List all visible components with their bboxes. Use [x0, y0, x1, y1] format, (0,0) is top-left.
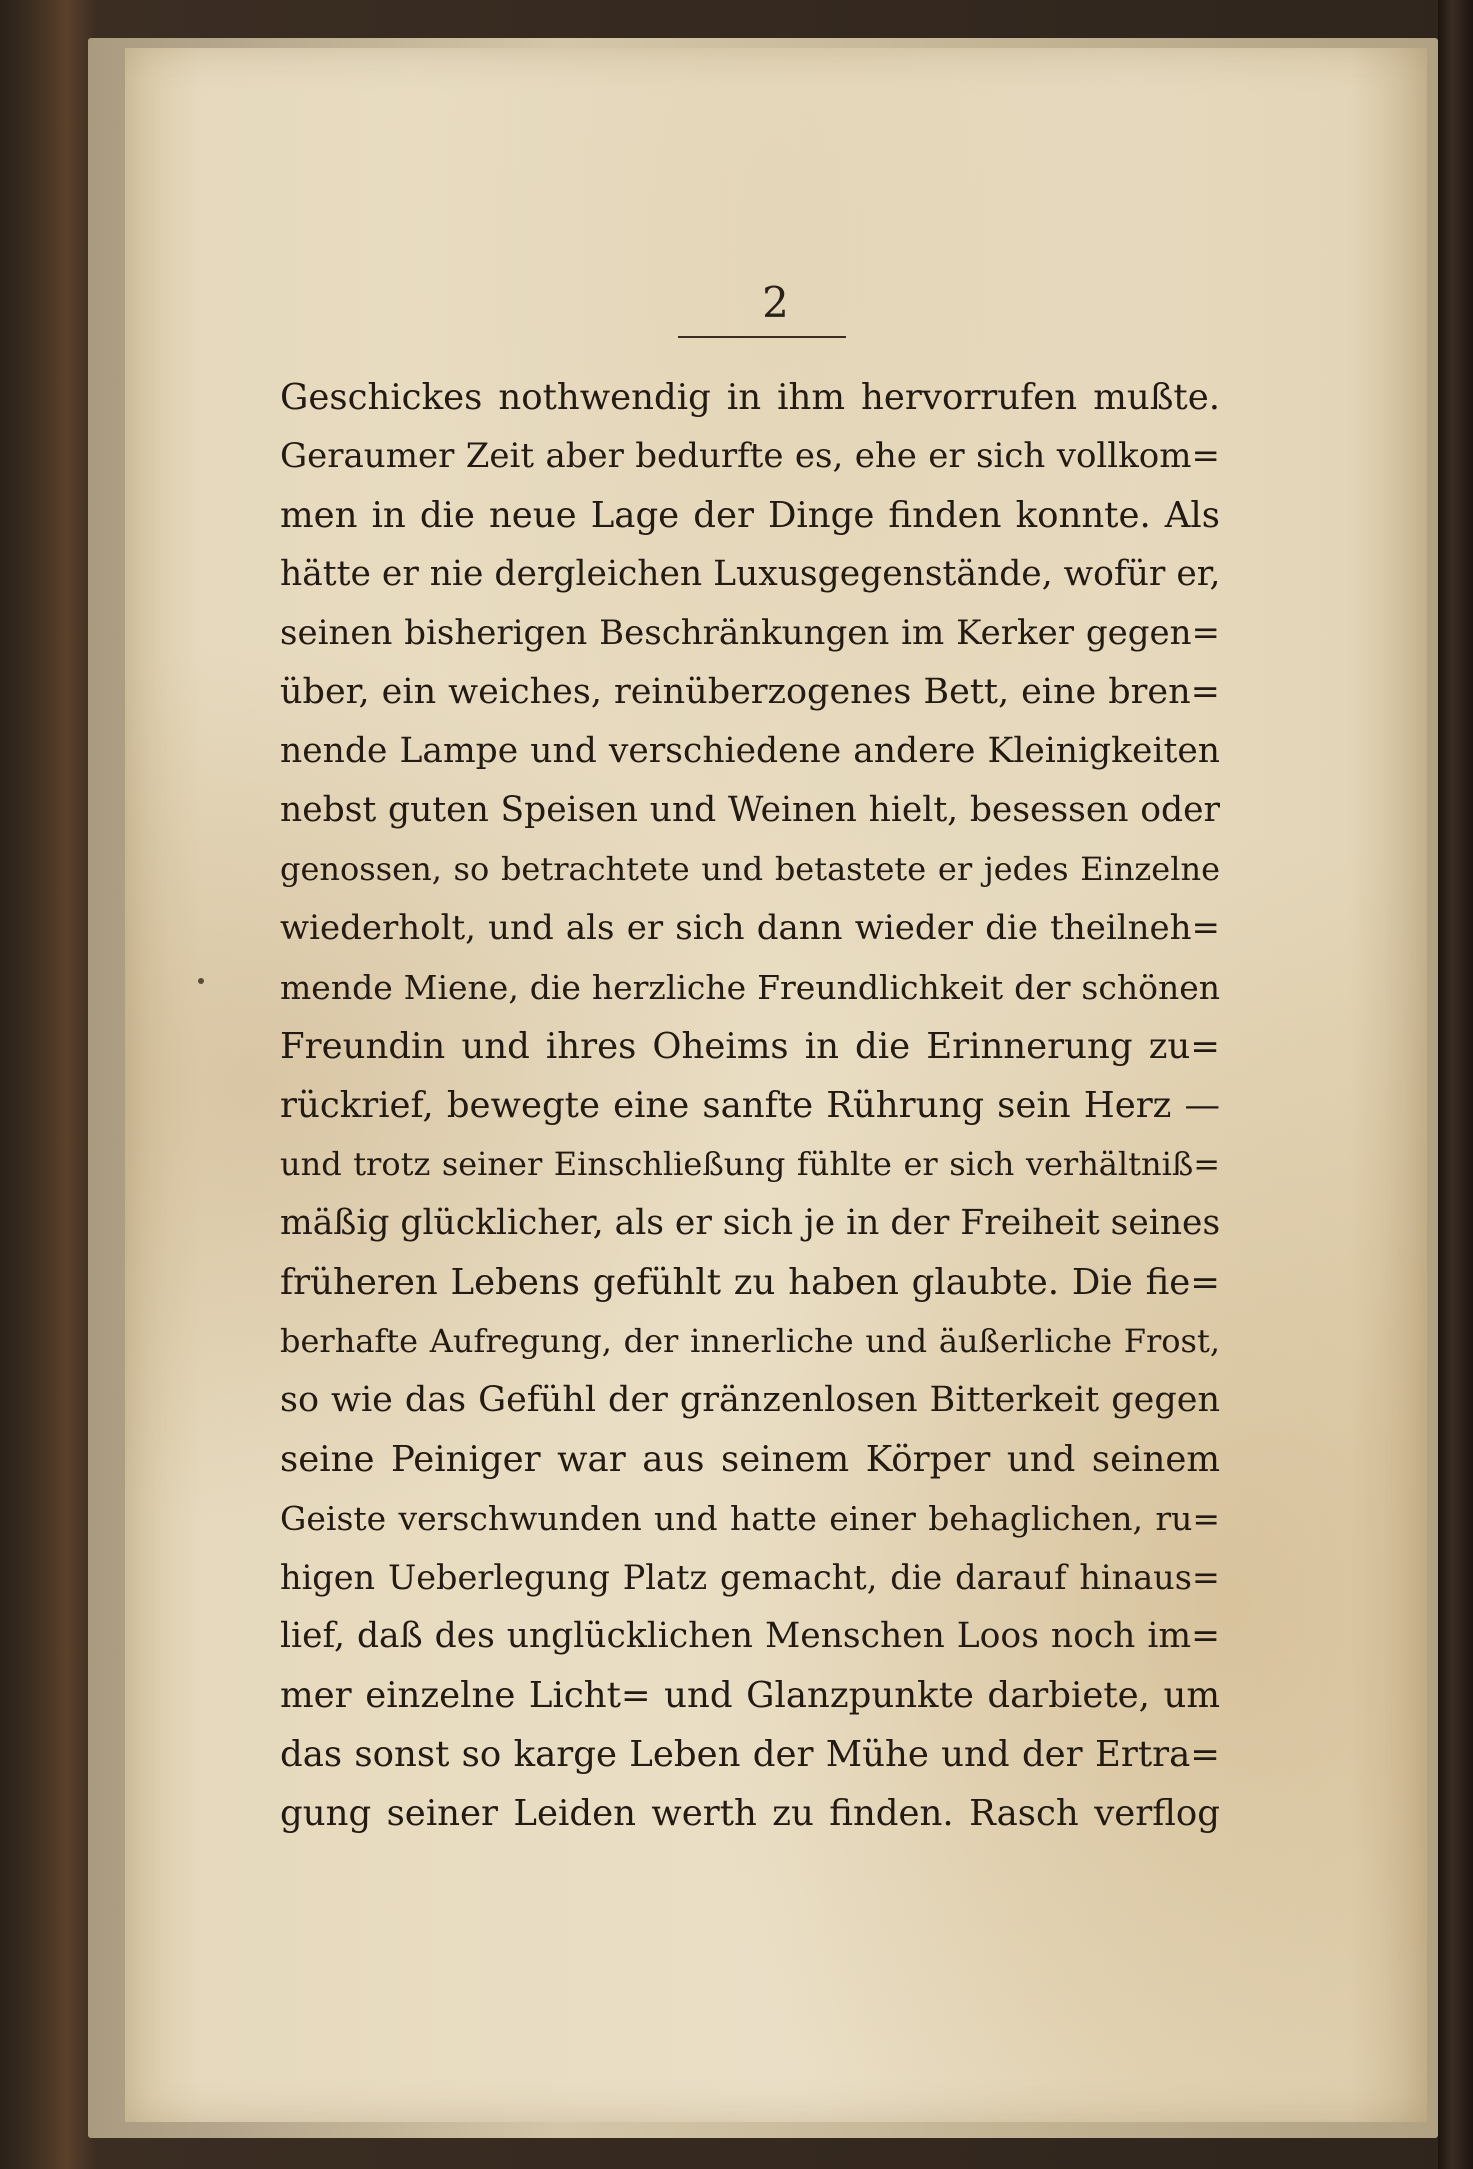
- text-line: Freundin und ihres Oheims in die Erinnerung zu=: [280, 1026, 1220, 1067]
- text-line: higen Ueberlegung Platz gemacht, die darauf hinaus=: [280, 1558, 1220, 1597]
- text-line: das sonst so karge Leben der Mühe und der Ertra=: [280, 1734, 1220, 1775]
- body-text: [280, 368, 1220, 1843]
- text-line: früheren Lebens gefühlt zu haben glaubte. Die fie=: [280, 1262, 1220, 1303]
- text-line: so wie das Gefühl der gränzenlosen Bitterkeit gegen: [280, 1380, 1220, 1420]
- text-line: mer einzelne Licht= und Glanzpunkte darbiete, um: [280, 1675, 1220, 1716]
- text-line: nende Lampe und verschiedene andere Kleinigkeiten: [280, 731, 1220, 771]
- ink-speck: [198, 978, 204, 984]
- text-line: seine Peiniger war aus seinem Körper und seinem: [280, 1439, 1220, 1480]
- text-line: über, ein weiches, reinüberzogenes Bett, eine bren=: [280, 672, 1220, 712]
- text-line: und trotz seiner Einschließung fühlte er sich verhältniß=: [280, 1145, 1220, 1183]
- text-line: rückrief, bewegte eine sanfte Rührung sein Herz —: [280, 1085, 1220, 1126]
- book-page: [125, 48, 1427, 2122]
- text-line: hätte er nie dergleichen Luxusgegenstände, wofür er,: [280, 554, 1220, 594]
- text-line: mäßig glücklicher, als er sich je in der Freiheit seines: [280, 1203, 1220, 1243]
- text-line: men in die neue Lage der Dinge finden konnte. Als: [280, 495, 1220, 536]
- book-cover-edge: [1438, 0, 1473, 2169]
- header-rule: [678, 336, 846, 338]
- text-line: lief, daß des unglücklichen Menschen Loos noch im=: [280, 1616, 1220, 1656]
- text-line: mende Miene, die herzliche Freundlichkeit der schönen: [280, 968, 1220, 1007]
- text-line: Geiste verschwunden und hatte einer behaglichen, ru=: [280, 1499, 1220, 1538]
- text-line: genossen, so betrachtete und betastete er jedes Einzelne: [280, 850, 1220, 888]
- text-line: seinen bisherigen Beschränkungen im Kerker gegen=: [280, 613, 1220, 653]
- text-line: berhafte Aufregung, der innerliche und äußerliche Frost,: [280, 1322, 1220, 1360]
- page-header: [125, 278, 1427, 327]
- text-line: gung seiner Leiden werth zu finden. Rasch verflog: [280, 1793, 1220, 1834]
- text-line: nebst guten Speisen und Weinen hielt, besessen oder: [280, 790, 1220, 830]
- page-number: 2: [762, 278, 790, 327]
- text-line: Geraumer Zeit aber bedurfte es, ehe er sich vollkom=: [280, 436, 1220, 476]
- text-line: Geschickes nothwendig in ihm hervorrufen mußte.: [280, 377, 1220, 418]
- text-line: wiederholt, und als er sich dann wieder die theilneh=: [280, 908, 1220, 948]
